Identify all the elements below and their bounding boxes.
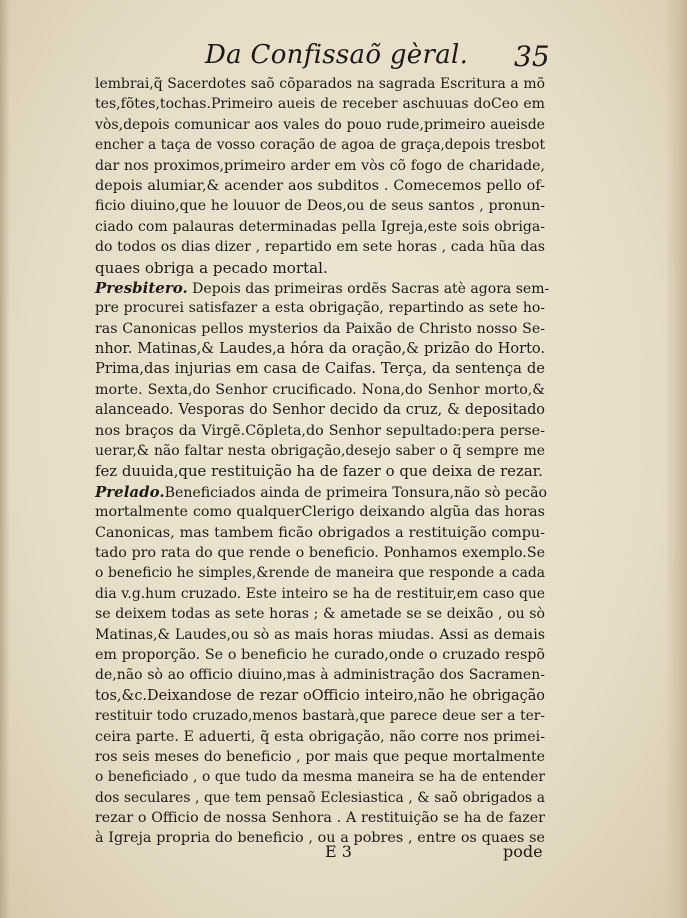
text-line: ros seis meses do beneficio , por mais que peque mortalmente bbox=[95, 748, 545, 765]
text-line: pre procurei satisfazer a esta obrigação, repartindo as sete ho- bbox=[95, 300, 545, 317]
text-line: uerar,& não faltar nesta obrigação,desejo saber o q̃ sempre me bbox=[95, 443, 545, 460]
text-line: ficio diuino,que he louuor de Deos,ou de seus santos , pronun- bbox=[95, 198, 545, 215]
text-line: morte. Sexta,do Senhor crucificado. Nona,do Senhor morto,& bbox=[95, 381, 545, 398]
text-line: ciado com palauras determinadas pella Igreja,este sois obriga- bbox=[95, 218, 545, 235]
speaker-label-prelado: Prelado. bbox=[95, 482, 165, 501]
page-edge-shadow bbox=[665, 0, 687, 918]
text-line: tes,fõtes,tochas.Primeiro aueis de receber aschuuas doCeo em bbox=[95, 96, 545, 113]
text-line: fez duuida,que restituição ha de fazer o que deixa de rezar. bbox=[95, 462, 543, 481]
text-line: dar nos proximos,primeiro arder em vòs cõ fogo de charidade, bbox=[95, 157, 545, 174]
text-line: rezar o Officio de nossa Senhora . A restituição se ha de fazer bbox=[95, 810, 545, 827]
text-line: quaes obriga a pecado mortal. bbox=[95, 258, 328, 277]
text-line: de,não sò ao officio diuino,mas à administração dos Sacramen- bbox=[95, 667, 545, 684]
text-line: lembrai,q̃ Sacerdotes saõ cõparados na sagrada Escritura a mõ bbox=[95, 76, 545, 92]
text-run: Depois das primeiras ordẽs Sacras atè agora sem- bbox=[187, 280, 550, 297]
page-number: 35 bbox=[514, 40, 550, 73]
text-line: mortalmente como qualquerClerigo deixando algũa das horas bbox=[95, 504, 545, 521]
speaker-line-prelado bbox=[95, 482, 545, 502]
text-line: dos seculares , que tem pensaõ Eclesiastica , & saõ obrigados a bbox=[95, 789, 545, 806]
speaker-label-presbitero: Presbitero. bbox=[95, 278, 188, 297]
text-run: Beneficiados ainda de primeira Tonsura,não sò pecão bbox=[164, 484, 547, 501]
text-line: o beneficio he simples,&rende de maneira que responde a cada bbox=[95, 565, 545, 582]
text-line: nos braços da Virgẽ.Cõpleta,do Senhor sepultado:pera perse- bbox=[95, 422, 545, 439]
text-line: ceira parte. E aduerti, q̃ esta obrigação, não corre nos primei- bbox=[95, 728, 545, 745]
text-line: do todos os dias dizer , repartido em sete horas , cada hũa das bbox=[95, 239, 545, 256]
text-line: nhor. Matinas,& Laudes,a hóra da oração,& prizão do Horto. bbox=[95, 341, 545, 358]
catchword: pode bbox=[503, 842, 543, 861]
text-line: vòs,depois comunicar aos vales do pouo rude,primeiro aueisde bbox=[95, 116, 545, 133]
text-line: o beneficiado , o que tudo da mesma maneira se ha de entender bbox=[95, 769, 545, 786]
text-line: em proporção. Se o beneficio he curado,onde o cruzado respõ bbox=[95, 646, 545, 663]
text-line: tado pro rata do que rende o beneficio. Ponhamos exemplo.Se bbox=[95, 544, 545, 561]
text-line: depois alumiar,& acender aos subditos . Comecemos pello of- bbox=[95, 177, 545, 194]
speaker-line-presbitero bbox=[95, 278, 550, 298]
text-line: dia v.g.hum cruzado. Este inteiro se ha de restituir,em caso que bbox=[95, 585, 545, 602]
page-gutter-shadow bbox=[0, 0, 10, 918]
running-head: Da Confissaõ gèral. bbox=[205, 40, 469, 70]
text-line: à Igreja propria do beneficio , ou a pobres , entre os quaes se bbox=[95, 830, 545, 847]
text-line: encher a taça de vosso coração de agoa de graça,depois tresbot bbox=[95, 137, 545, 154]
text-line: ras Canonicas pellos mysterios da Paixão de Christo nosso Se- bbox=[95, 320, 545, 337]
signature-mark: E 3 bbox=[325, 842, 352, 861]
text-line: tos,&c.Deixandose de rezar oOfficio inteiro,não he obrigação bbox=[95, 687, 545, 704]
body-text bbox=[95, 74, 550, 849]
text-line: Matinas,& Laudes,ou sò as mais horas miudas. Assi as demais bbox=[95, 626, 545, 643]
text-line: Prima,das injurias em casa de Caifas. Terça, da sentença de bbox=[95, 360, 545, 378]
text-line: alanceado. Vesporas do Senhor decido da cruz, & depositado bbox=[95, 402, 545, 419]
text-line: restituir todo cruzado,menos bastarà,que parece deue ser a ter- bbox=[95, 708, 545, 725]
text-line: Canonicas, mas tambem ficão obrigados a restituição compu- bbox=[95, 524, 545, 541]
text-line: se deixem todas as sete horas ; & ametade se se deixão , ou sò bbox=[95, 606, 545, 623]
